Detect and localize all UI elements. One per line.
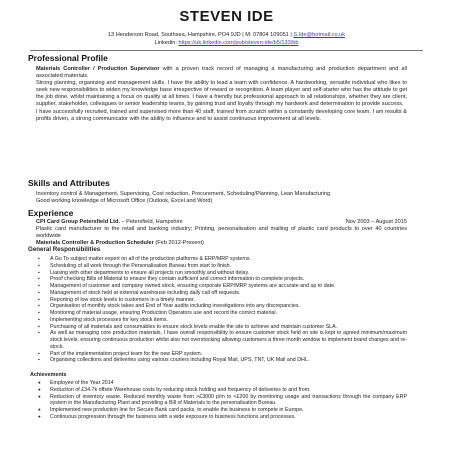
profile-p3: I have successfully recruited, trained and supervised more than 40 staff, trained from scratch within a constantly developing core team. I am results & profits driven, a strong communicator with the ability to influence and to assist continuous improvement at all levels. bbox=[36, 108, 407, 122]
profile-lead: Materials Controller / Production Supervisor bbox=[36, 66, 160, 72]
responsibility-item: ▪ Organisation of monthly stock takes and End of Year audits including investigations into any discrepancies. bbox=[38, 303, 407, 310]
responsibilities-heading: General Responsibilities bbox=[28, 246, 101, 253]
responsibility-item: ▪ Liaising with other departments to ensure all projects run smoothly and without delay. bbox=[38, 270, 407, 277]
section-heading-skills: Skills and Attributes bbox=[28, 178, 110, 188]
job-role: Materials Controller & Production Scheduler bbox=[36, 240, 154, 247]
responsibility-item: ▪ Part of the implementation project team for the new ERP system. bbox=[38, 351, 407, 358]
achievements-heading: Achievements bbox=[30, 372, 67, 378]
achievement-item: ● Reduction of inventory waste. Reduced monthly waste from >£3000 p/m to <£200 by monitoring usage and transactions through the company ERP system in the Manufacturing Plant and providing a Bill of Materials to the personalisation Bureau. bbox=[38, 394, 407, 408]
company-description: Plastic card manufacturer to the retail and banking industry; Printing, personalisation and mailing of plastic card products to over 40 countries worldwide bbox=[36, 226, 407, 240]
address-text: 13 Henderson Road, Southsea, Hampshire, PO4 9JD | M: 07804 109051 | bbox=[107, 32, 292, 38]
job-header-row bbox=[36, 219, 407, 226]
candidate-name: STEVEN IDE bbox=[179, 8, 274, 25]
linkedin-label: Linkedin: bbox=[154, 40, 177, 46]
responsibilities-list bbox=[38, 256, 407, 364]
skills-text bbox=[36, 191, 407, 205]
responsibility-item: ▪ Reporting of low stock levels to customers in a timely manner. bbox=[38, 297, 407, 304]
achievement-item: ● Reduction of £34.7k offsite Warehouse costs by reducing stock holding and frequency of deliveries to and from. bbox=[38, 387, 407, 394]
section-heading-experience: Experience bbox=[28, 208, 74, 218]
header-divider bbox=[30, 50, 423, 51]
email-link[interactable]: S.Ide@hotmail.co.uk bbox=[293, 32, 346, 38]
responsibility-item: ▪ Implementing stock processes for key stock items. bbox=[38, 317, 407, 324]
achievement-item: ● Continuous progression through the business with a wide exposure to business functions and processes. bbox=[38, 414, 407, 421]
skills-line-1: Inventory control & Management, Supervising, Cost reduction, Procurement, Scheduling/Planning, Lean Manufacturing bbox=[36, 191, 331, 197]
responsibility-item: ▪ Purchasing of all materials and consumables to ensure stock levels enable the site to achieve and maintain customer SLA. bbox=[38, 324, 407, 331]
responsibility-item: ▪ Monitoring of material usage, ensuring Production Operators use and record the correct material. bbox=[38, 310, 407, 317]
responsibility-item: ▪ Management of stock held at external warehouse including daily call off requests. bbox=[38, 290, 407, 297]
company-location: – Petersfield, Hampshire bbox=[119, 219, 183, 225]
achievements-list bbox=[38, 380, 407, 421]
contact-block bbox=[0, 31, 453, 47]
section-heading-profile: Professional Profile bbox=[28, 53, 108, 63]
responsibility-item: ▪ A Go To subject matter expert on all of the production platforms & ERP/MRP systems. bbox=[38, 256, 407, 263]
responsibility-item: ▪ Scheduling of all work through the Personalisation Bureau from start to finish. bbox=[38, 263, 407, 270]
responsibility-item: ▪ Organising collections and deliveries using various couriers including Royal Mail, UPS, TNT, UK Mail and DHL. bbox=[38, 357, 407, 364]
job-role-date: (Feb 2012-Present) bbox=[153, 240, 204, 247]
job-block bbox=[36, 219, 407, 247]
linkedin-link[interactable]: https://uk.linkedin.com/pub/steven-ide/b5/133/bb bbox=[178, 40, 299, 46]
profile-text bbox=[36, 66, 407, 123]
job-dates: Nov 2003 – August 2015 bbox=[345, 219, 407, 225]
responsibility-item: ▪ Management of customer and company owned stock, ensuring corporate ERP/MRP systems are accurate and up to date. bbox=[38, 283, 407, 290]
profile-p1: with a proven track record of managing a manufacturing and production department and all associated materials. bbox=[36, 66, 407, 80]
achievement-item: ● Employee of the Year 2014 bbox=[38, 380, 407, 387]
profile-p2: Strong planning, organising and management skills. I have the ability to lead a team with confidence. A hardworking, versatile individual who likes to seek new responsibilities to widen my knowledge base irrespective of reward or recognition. A team player and self-starter who has the attitude to get the job done, whilst maintaining a focus on quality at all times. I have a friendly but professional approach to all relationships, whether they are client, supplier, stakeholder, colleagues or senior leadership teams, by gaining trust and loyalty through my hardwork and determination to provide success. bbox=[36, 80, 407, 108]
achievement-item: ● Implemented new production line for Secure Bank card packs, to enable the business to compete in Europe. bbox=[38, 407, 407, 414]
responsibility-item: ▪ As well as managing core production materials, I have overall responsibility to ensure customer stock held on site is kept to agreed minimum/maximum stock levels, ensuring continuous production whilst also not overstocking allowing customers a three month window to implement brand changes and re-stock. bbox=[38, 330, 407, 350]
company-name: CPI Card Group Petersfield Ltd. bbox=[36, 219, 120, 225]
skills-line-2: Good working knowledge of Microsoft Office (Outlook, Excel and Word) bbox=[36, 198, 213, 205]
responsibility-item: ▪ Proof checking Bills of Material to ensure they contain sufficient and correct information to complete projects. bbox=[38, 276, 407, 283]
